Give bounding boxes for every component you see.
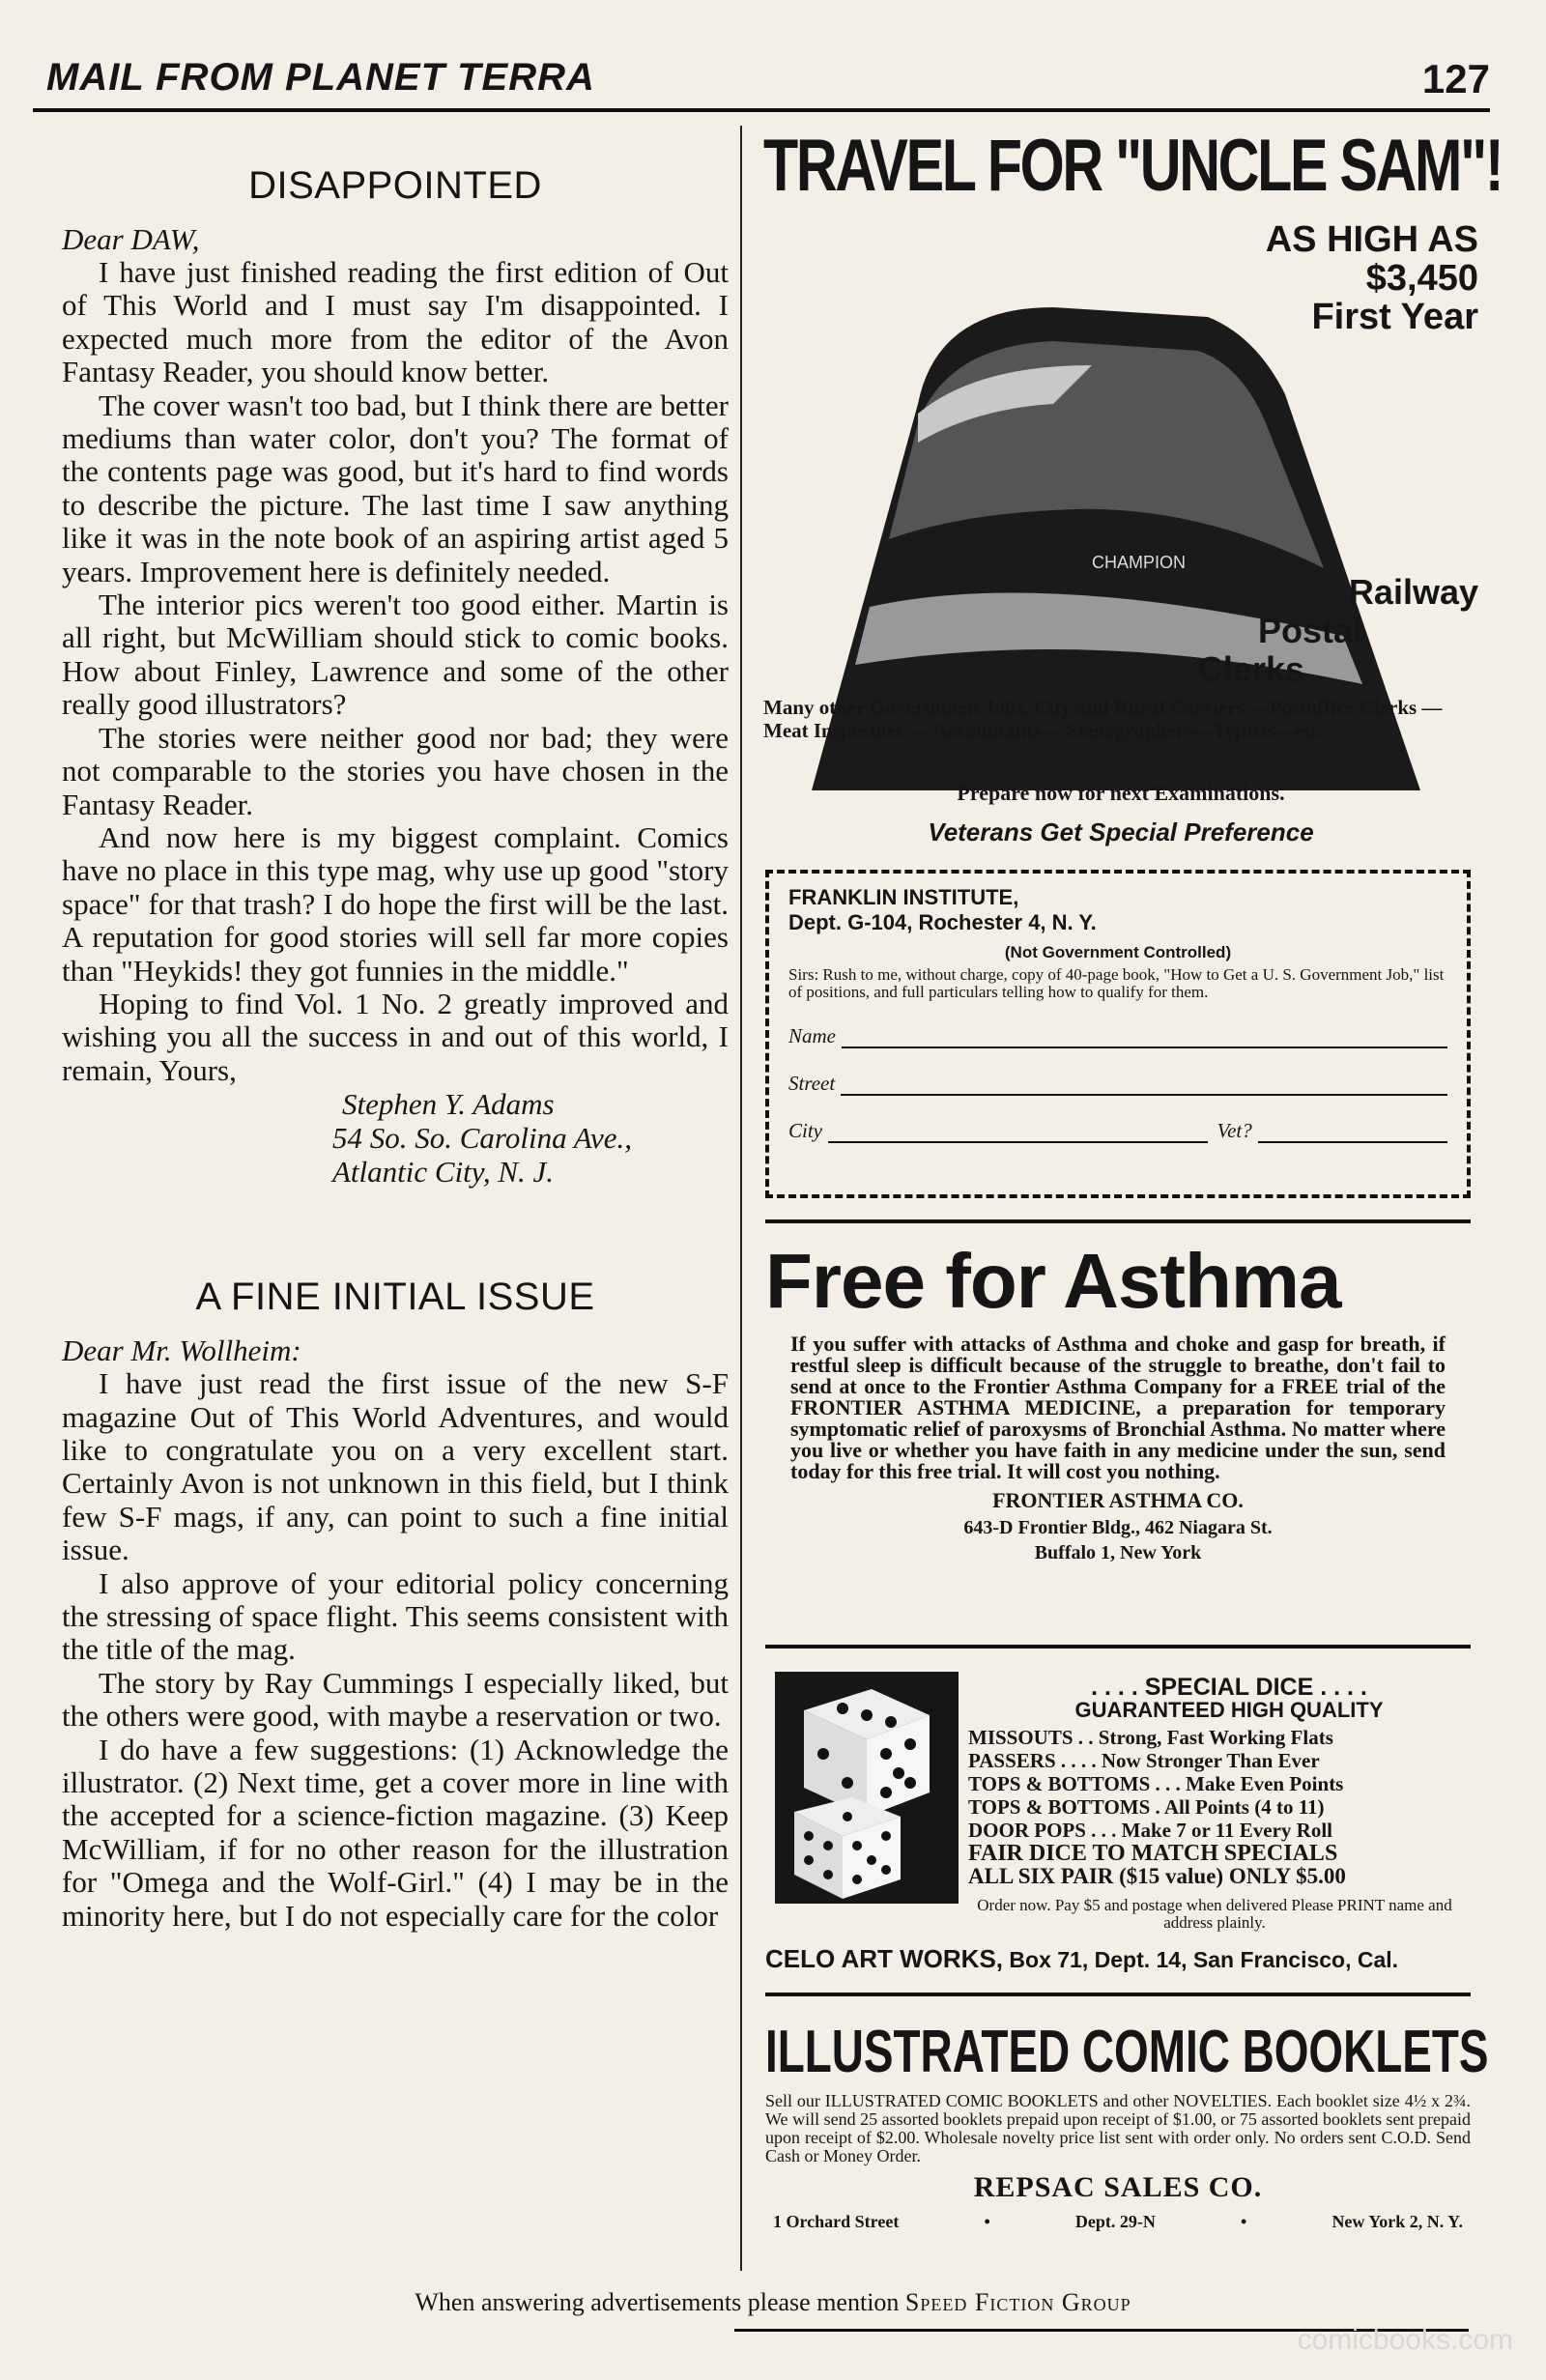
page-footer xyxy=(0,2288,1546,2317)
ad-headline: ILLUSTRATED COMIC BOOKLETS xyxy=(765,2019,1489,2085)
signature-name: Stephen Y. Adams xyxy=(342,1087,555,1122)
letter-paragraph: I also approve of your editorial policy concerning the stressing of space flight. This seems consistent with the title of the mag. xyxy=(62,1565,729,1667)
footer-text: When answering advertisements please mention xyxy=(415,2288,900,2316)
order-coupon xyxy=(765,870,1471,1198)
dice-ad xyxy=(765,1662,1471,1971)
ad-dept: Dept. 29-N xyxy=(1074,2212,1156,2231)
ad-body: Sell our ILLUSTRATED COMIC BOOKLETS and other NOVELTIES. Each booklet size 4½ x 2¾. We will send 25 assorted booklets prepaid upon receipt of $1.00, or 75 assorted booklets sent prepaid upon receipt of $2.00. Wholesale novelty price list sent with order only. No orders sent C.O.D. Send Cash or Money Order. xyxy=(765,2091,1471,2165)
list-item: DOOR POPS . . . Make 7 or 11 Every Roll xyxy=(968,1819,1333,1842)
dice-title: . . . . SPECIAL DICE . . . . xyxy=(1091,1674,1367,1701)
letter-body xyxy=(62,256,729,1087)
ad-address: Buffalo 1, New York xyxy=(1034,1542,1202,1563)
ad-company: CELO ART WORKS, xyxy=(765,1944,1004,1973)
train-label: CHAMPION xyxy=(1092,553,1187,572)
letter-paragraph: I have just finished reading the first edition of Out of This World and I must say I'm disappointed. I expected much more from the editor of the Avon Fantasy Reader, you should know better. xyxy=(62,255,729,389)
bullet: • xyxy=(984,2212,990,2231)
advertisements-column xyxy=(763,124,1503,848)
prepare-line: Prepare now for next Examinations. xyxy=(957,781,1285,805)
letter-body xyxy=(62,1367,729,1933)
ad-headline: TRAVEL FOR "UNCLE SAM"! xyxy=(763,125,1503,207)
job-title-line: Clerks xyxy=(1197,649,1304,689)
dice-order-note: Order now. Pay $5 and postage when delivered Please PRINT name and address plainly. xyxy=(977,1896,1452,1932)
coupon-institute: FRANKLIN INSTITUTE, xyxy=(788,885,1019,909)
dice-heading xyxy=(988,1676,1471,1722)
dice-illustration xyxy=(775,1672,959,1904)
city-label: City xyxy=(788,1119,822,1142)
comic-booklets-ad xyxy=(765,2018,1489,2232)
ad-street: 1 Orchard Street xyxy=(773,2212,900,2231)
ad-address-row xyxy=(765,2212,1471,2232)
page-number: 127 xyxy=(1421,56,1490,101)
name-field[interactable] xyxy=(788,1024,1447,1048)
letter-paragraph: And now here is my biggest complaint. Comics have no place in this type mag, why use up good "story space" for that trash? I do hope the first will be the last. A reputation for good stories will sell far more copies than "Heykids! they got funnies in the middle." xyxy=(62,819,729,988)
list-item: TOPS & BOTTOMS . All Points (4 to 11) xyxy=(968,1795,1325,1819)
footer-publisher: Speed Fiction Group xyxy=(904,2288,1131,2316)
street-label: Street xyxy=(788,1072,836,1095)
section-title: MAIL FROM PLANET TERRA xyxy=(46,56,595,99)
ad-body: If you suffer with attacks of Asthma and choke and gasp for breath, if restful sleep is difficult because of the struggle to breathe, don't fail to send at once to the Frontier Asthma Company for a FREE trial of the FRONTIER ASTHMA MEDICINE, a preparation for temporary symptomatic relief of paroxysms of Bronchial Asthma. No matter where you live or whether you have faith in any medicine under the sun, send today for this free trial. It will cost you nothing. xyxy=(790,1332,1446,1483)
letter-paragraph: The stories were neither good nor bad; they were not comparable to the stories you have chosen in the Fantasy Reader. xyxy=(62,720,729,821)
letter-paragraph: I do have a few suggestions: (1) Acknowledge the illustrator. (2) Next time, get a cover more in line with the accepted for a science-fiction magazine. (3) Keep McWilliam, if for no other reason for the illustration for "Omega and the Wolf-Girl." (4) I may be in the minority here, but I do not especially care for the color xyxy=(62,1732,729,1933)
signature-address: 54 So. So. Carolina Ave., xyxy=(332,1121,632,1156)
street-field[interactable] xyxy=(788,1072,1447,1096)
list-item: MISSOUTS . . Strong, Fast Working Flats xyxy=(968,1726,1333,1749)
coupon-dept: Dept. G-104, Rochester 4, N. Y. xyxy=(788,910,1097,934)
letter-heading: DISAPPOINTED xyxy=(248,164,542,207)
letter-paragraph: I have just read the first issue of the new S-F magazine Out of This World Adventures, and would like to congratulate you on a very excellent start. Certainly Avon is not unknown in this field, but I think few S-F mags, if any, can point to such a fine initial issue. xyxy=(62,1366,729,1567)
letter-paragraph: The story by Ray Cummings I especially liked, but the others were good, with maybe a reservation or two. xyxy=(62,1665,729,1734)
vet-label: Vet? xyxy=(1217,1119,1252,1142)
signature-city: Atlantic City, N. J. xyxy=(332,1155,555,1190)
letter-paragraph: Hoping to find Vol. 1 No. 2 greatly improved and wishing you all the success in and out of this world, I remain, Yours, xyxy=(62,986,729,1087)
ad-separator xyxy=(765,1645,1471,1649)
job-title-line: Postal xyxy=(1257,611,1362,650)
letter-salutation: Dear DAW, xyxy=(62,222,200,256)
coupon-request: Sirs: Rush to me, without charge, copy of 40-page book, "How to Get a U. S. Government Job," list of positions, and full particulars telling how to qualify for them. xyxy=(788,965,1445,1001)
dice-address-line xyxy=(765,1944,1471,1974)
column-divider xyxy=(740,126,742,2271)
header-rule xyxy=(33,108,1490,112)
letter-paragraph: The cover wasn't too bad, but I think there are better mediums than water color, don't you? The format of the contents page was good, but it's hard to find words to describe the picture. The last time I saw anything like it was in the note book of an aspiring artist aged 5 years. Improvement here is definitely needed. xyxy=(62,387,729,588)
letter-paragraph: The interior pics weren't too good either. Martin is all right, but McWilliam should stick to comic books. How about Finley, Lawrence and some of the other really good illustrators? xyxy=(62,588,729,722)
city-field[interactable] xyxy=(788,1119,1447,1143)
ad-company: FRONTIER ASTHMA CO. xyxy=(992,1488,1244,1512)
bullet: • xyxy=(1241,2212,1247,2231)
list-item: FAIR DICE TO MATCH SPECIALS xyxy=(968,1841,1338,1866)
ad-separator xyxy=(765,1219,1471,1223)
ad-address: Box 71, Dept. 14, San Francisco, Cal. xyxy=(1009,1947,1399,1972)
letters-column xyxy=(62,155,729,1933)
ad-company: REPSAC SALES CO. xyxy=(973,2171,1263,2203)
asthma-ad xyxy=(765,1237,1471,1565)
list-item: TOPS & BOTTOMS . . . Make Even Points xyxy=(968,1772,1344,1795)
salary-box xyxy=(1266,220,1478,336)
coupon-note: (Not Government Controlled) xyxy=(1004,943,1232,961)
veterans-line: Veterans Get Special Preference xyxy=(928,817,1314,846)
page-header xyxy=(33,56,1490,114)
list-item: PASSERS . . . . Now Stronger Than Ever xyxy=(968,1749,1320,1772)
jobs-list: Many other Government Jobs. City and Rural Carriers —Postoffice Clerks — Meat Inspectors — Accountants— Stenographers—Typists—etc. xyxy=(763,696,1443,742)
name-label: Name xyxy=(788,1024,836,1047)
ad-headline: Free for Asthma xyxy=(765,1238,1341,1324)
site-watermark: comicbooks.com xyxy=(1297,2324,1513,2356)
salary-line: First Year xyxy=(1311,297,1478,337)
job-title xyxy=(1198,573,1478,689)
letter-heading: A FINE INITIAL ISSUE xyxy=(195,1276,595,1319)
dice-subtitle: GUARANTEED HIGH QUALITY xyxy=(1074,1698,1384,1722)
salary-line: AS HIGH AS xyxy=(1265,219,1478,260)
dice-item-list xyxy=(968,1726,1471,1888)
ad-city: New York 2, N. Y. xyxy=(1331,2212,1463,2231)
list-item: ALL SIX PAIR ($15 value) ONLY $5.00 xyxy=(968,1864,1346,1888)
salary-line: $3,450 xyxy=(1365,258,1478,299)
job-title-line: Railway xyxy=(1348,572,1478,612)
letter-signature xyxy=(62,1087,729,1189)
ad-address: 643-D Frontier Bldg., 462 Niagara St. xyxy=(963,1517,1273,1538)
uncle-sam-ad xyxy=(763,124,1503,848)
letter-salutation: Dear Mr. Wollheim: xyxy=(62,1333,301,1368)
ad-separator xyxy=(765,1993,1471,1996)
